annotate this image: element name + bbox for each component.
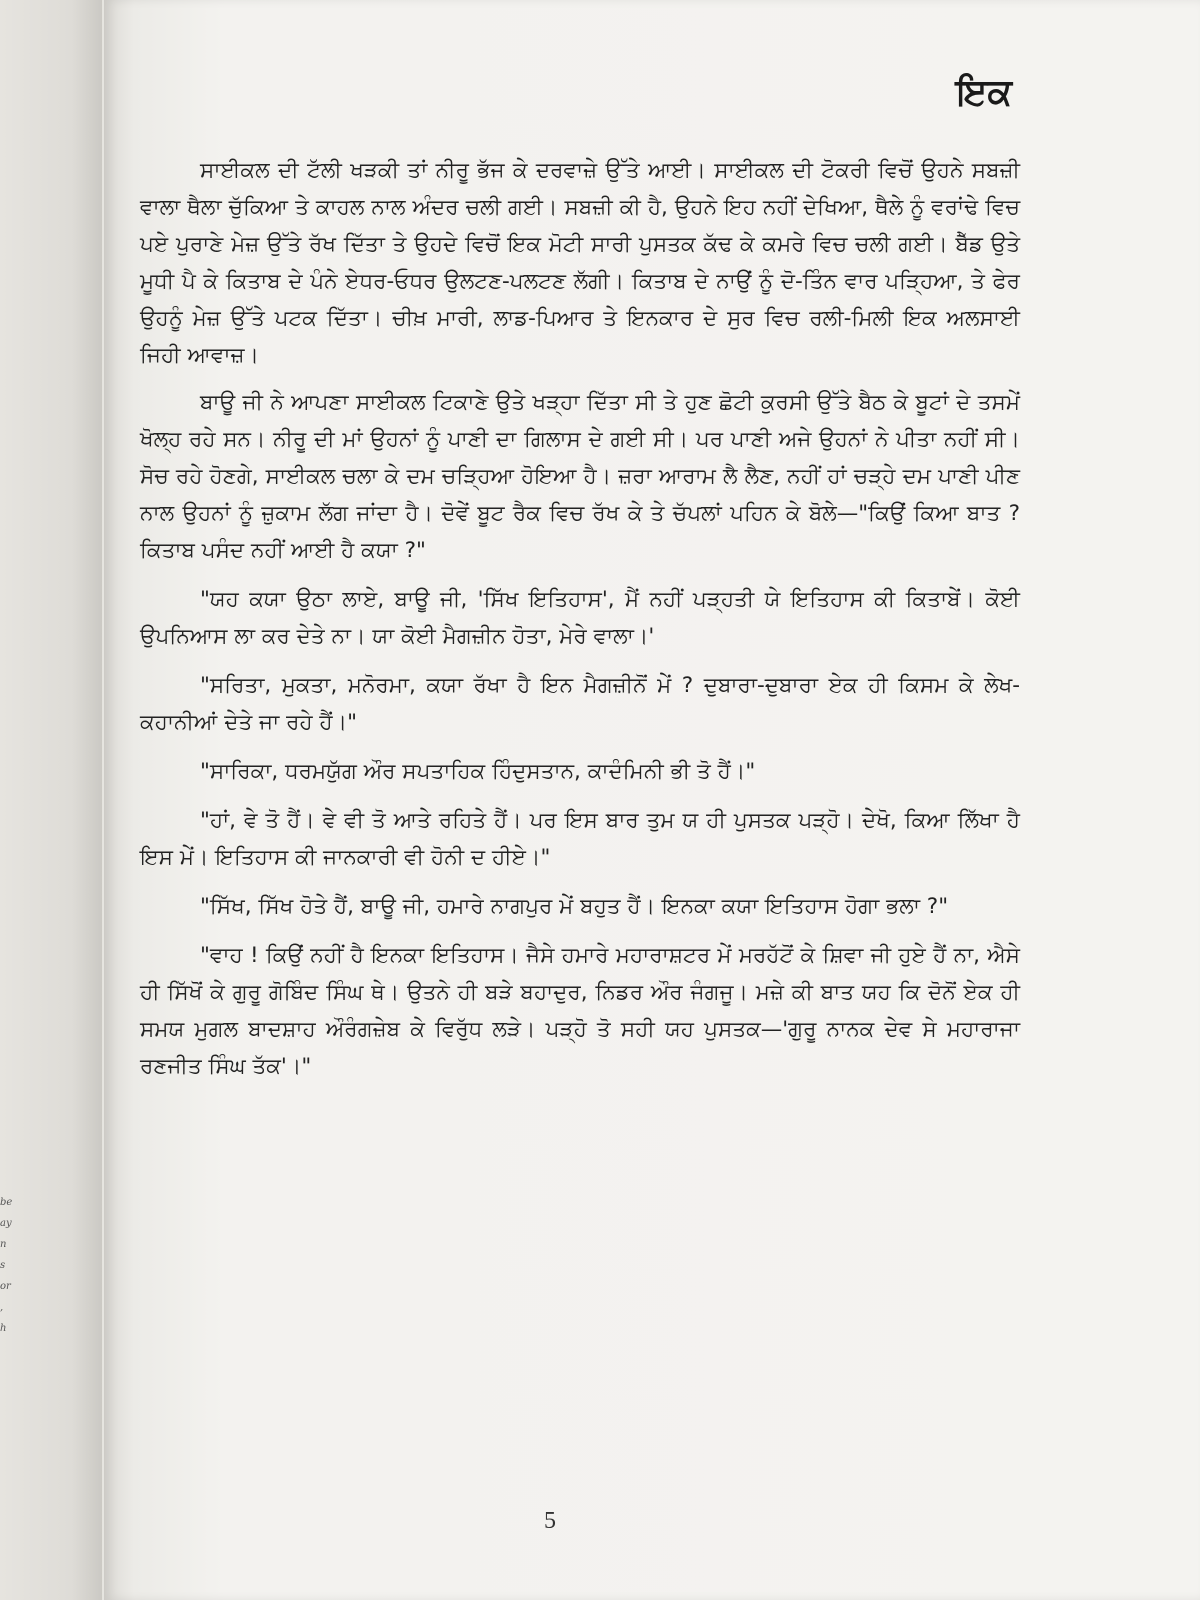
right-page bbox=[104, 0, 1200, 1600]
left-fragment: h bbox=[0, 1323, 7, 1334]
chapter-title: ਇਕ bbox=[956, 72, 1012, 113]
paragraph: "ਸਾਰਿਕਾ, ਧਰਮਯੁੱਗ ਔਰ ਸਪਤਾਹਿਕ ਹਿੰਦੁਸਤਾਨ, ਕਾਦੰਮਿਨੀ ਭੀ ਤੋ ਹੈਂ।" bbox=[200, 759, 756, 784]
chapter-body bbox=[140, 152, 1020, 1097]
left-fragment: n bbox=[0, 1239, 7, 1250]
paragraph: ਬਾਊ ਜੀ ਨੇ ਆਪਣਾ ਸਾਈਕਲ ਟਿਕਾਣੇ ਉਤੇ ਖੜ੍ਹਾ ਦਿੱਤਾ ਸੀ ਤੇ ਹੁਣ ਛੋਟੀ ਕੁਰਸੀ ਉੱਤੇ ਬੈਠ ਕੇ ਬੂਟਾਂ ਦੇ ਤਸਮੇਂ ਖੋਲ੍ਹ ਰਹੇ ਸਨ। ਨੀਰੂ ਦੀ ਮਾਂ ਉਹਨਾਂ ਨੂੰ ਪਾਣੀ ਦਾ ਗਿਲਾਸ ਦੇ ਗਈ ਸੀ। ਪਰ ਪਾਣੀ ਅਜੇ ਉਹਨਾਂ ਨੇ ਪੀਤਾ ਨਹੀਂ ਸੀ। ਸੋਚ ਰਹੇ ਹੋਣਗੇ, ਸਾਈਕਲ ਚਲਾ ਕੇ ਦਮ ਚੜ੍ਹਿਆ ਹੋਇਆ ਹੈ। ਜ਼ਰਾ ਆਰਾਮ ਲੈ ਲੈਣ, ਨਹੀਂ ਹਾਂ ਚੜ੍ਹੇ ਦਮ ਪਾਣੀ ਪੀਣ ਨਾਲ ਉਹਨਾਂ ਨੂੰ ਜ਼ੁਕਾਮ ਲੱਗ ਜਾਂਦਾ ਹੈ। ਦੋਵੇਂ ਬੂਟ ਰੈਕ ਵਿਚ ਰੱਖ ਕੇ ਤੇ ਚੱਪਲਾਂ ਪਹਿਨ ਕੇ ਬੋਲੇ—"ਕਿਉਂ ਕਿਆ ਬਾਤ ? ਕਿਤਾਬ ਪਸੰਦ ਨਹੀਂ ਆਈ ਹੈ ਕਯਾ ?" bbox=[140, 390, 1020, 563]
left-fragment: be bbox=[0, 1197, 13, 1208]
paragraph: "ਹਾਂ, ਵੇ ਤੋ ਹੈਂ। ਵੇ ਵੀ ਤੋ ਆਤੇ ਰਹਿਤੇ ਹੈਂ। ਪਰ ਇਸ ਬਾਰ ਤੁਮ ਯ ਹੀ ਪੁਸਤਕ ਪੜ੍ਹੋ। ਦੇਖੋ, ਕਿਆ ਲਿੱਖਾ ਹੈ ਇਸ ਮੇਂ। ਇਤਿਹਾਸ ਕੀ ਜਾਨਕਾਰੀ ਵੀ ਹੋਨੀ ਦ ਹੀਏ।" bbox=[140, 808, 1020, 870]
page-number: 5 bbox=[544, 1508, 556, 1534]
paragraph: ਸਾਈਕਲ ਦੀ ਟੱਲੀ ਖੜਕੀ ਤਾਂ ਨੀਰੂ ਭੱਜ ਕੇ ਦਰਵਾਜ਼ੇ ਉੱਤੇ ਆਈ। ਸਾਈਕਲ ਦੀ ਟੋਕਰੀ ਵਿਚੋਂ ਉਹਨੇ ਸਬਜ਼ੀ ਵਾਲਾ ਥੈਲਾ ਚੁੱਕਿਆ ਤੇ ਕਾਹਲ ਨਾਲ ਅੰਦਰ ਚਲੀ ਗਈ। ਸਬਜ਼ੀ ਕੀ ਹੈ, ਉਹਨੇ ਇਹ ਨਹੀਂ ਦੇਖਿਆ, ਥੈਲੇ ਨੂੰ ਵਰਾਂਢੇ ਵਿਚ ਪਏ ਪੁਰਾਣੇ ਮੇਜ਼ ਉੱਤੇ ਰੱਖ ਦਿੱਤਾ ਤੇ ਉਹਦੇ ਵਿਚੋਂ ਇਕ ਮੋਟੀ ਸਾਰੀ ਪੁਸਤਕ ਕੱਢ ਕੇ ਕਮਰੇ ਵਿਚ ਚਲੀ ਗਈ। ਬੈੱਡ ਉਤੇ ਮੂਧੀ ਪੈ ਕੇ ਕਿਤਾਬ ਦੇ ਪੰਨੇ ਏਧਰ-ਓਧਰ ਉਲਟਣ-ਪਲਟਣ ਲੱਗੀ। ਕਿਤਾਬ ਦੇ ਨਾਉਂ ਨੂੰ ਦੋ-ਤਿੰਨ ਵਾਰ ਪੜ੍ਹਿਆ, ਤੇ ਫੇਰ ਉਹਨੂੰ ਮੇਜ਼ ਉੱਤੇ ਪਟਕ ਦਿੱਤਾ। ਚੀਖ਼ ਮਾਰੀ, ਲਾਡ-ਪਿਆਰ ਤੇ ਇਨਕਾਰ ਦੇ ਸੁਰ ਵਿਚ ਰਲੀ-ਮਿਲੀ ਇਕ ਅਲਸਾਈ ਜਿਹੀ ਆਵਾਜ਼। bbox=[140, 158, 1021, 368]
left-page-edge bbox=[0, 0, 102, 1600]
left-fragment: ay bbox=[0, 1218, 12, 1229]
left-fragment: or bbox=[0, 1281, 11, 1292]
left-page-text-fragments bbox=[0, 1192, 14, 1339]
paragraph: "ਯਹ ਕਯਾ ਉਠਾ ਲਾਏ, ਬਾਊ ਜੀ, 'ਸਿੱਖ ਇਤਿਹਾਸ', ਮੈਂ ਨਹੀਂ ਪੜ੍ਹਤੀ ਯੇ ਇਤਿਹਾਸ ਕੀ ਕਿਤਾਬੇਂ। ਕੋਈ ਉਪਨਿਆਸ ਲਾ ਕਰ ਦੇਤੇ ਨਾ। ਯਾ ਕੋਈ ਮੈਗਜ਼ੀਨ ਹੋਤਾ, ਮੇਰੇ ਵਾਲਾ।' bbox=[140, 587, 1020, 649]
paragraph: "ਸਿੱਖ, ਸਿੱਖ ਹੋਤੇ ਹੈਂ, ਬਾਊ ਜੀ, ਹਮਾਰੇ ਨਾਗਪੁਰ ਮੇਂ ਬਹੁਤ ਹੈਂ। ਇਨਕਾ ਕਯਾ ਇਤਿਹਾਸ ਹੋਗਾ ਭਲਾ ?" bbox=[200, 894, 949, 919]
left-fragment: , bbox=[0, 1302, 4, 1313]
left-fragment: s bbox=[0, 1260, 6, 1271]
paragraph: "ਵਾਹ ! ਕਿਉਂ ਨਹੀਂ ਹੈ ਇਨਕਾ ਇਤਿਹਾਸ। ਜੈਸੇ ਹਮਾਰੇ ਮਹਾਰਾਸ਼ਟਰ ਮੇਂ ਮਰਹੱਟੋਂ ਕੇ ਸ਼ਿਵਾ ਜੀ ਹੁਏ ਹੈਂ ਨਾ, ਐਸੇ ਹੀ ਸਿੱਖੋਂ ਕੇ ਗੁਰੂ ਗੋਬਿੰਦ ਸਿੰਘ ਥੇ। ਉਤਨੇ ਹੀ ਬੜੇ ਬਹਾਦੁਰ, ਨਿਡਰ ਔਰ ਜੰਗਜੂ। ਮਜ਼ੇ ਕੀ ਬਾਤ ਯਹ ਕਿ ਦੋਨੋਂ ਏਕ ਹੀ ਸਮਯ ਮੁਗਲ ਬਾਦਸ਼ਾਹ ਔਰੰਗਜ਼ੇਬ ਕੇ ਵਿਰੁੱਧ ਲੜੇ। ਪੜ੍ਹੋ ਤੋ ਸਹੀ ਯਹ ਪੁਸਤਕ—'ਗੁਰੂ ਨਾਨਕ ਦੇਵ ਸੇ ਮਹਾਰਾਜਾ ਰਣਜੀਤ ਸਿੰਘ ਤੱਕ'।" bbox=[140, 943, 1020, 1079]
paragraph: "ਸਰਿਤਾ, ਮੁਕਤਾ, ਮਨੋਰਮਾ, ਕਯਾ ਰੱਖਾ ਹੈ ਇਨ ਮੈਗਜ਼ੀਨੋਂ ਮੇਂ ? ਦੁਬਾਰਾ-ਦੁਬਾਰਾ ਏਕ ਹੀ ਕਿਸਮ ਕੇ ਲੇਖ-ਕਹਾਨੀਆਂ ਦੇਤੇ ਜਾ ਰਹੇ ਹੈਂ।" bbox=[140, 673, 1020, 735]
